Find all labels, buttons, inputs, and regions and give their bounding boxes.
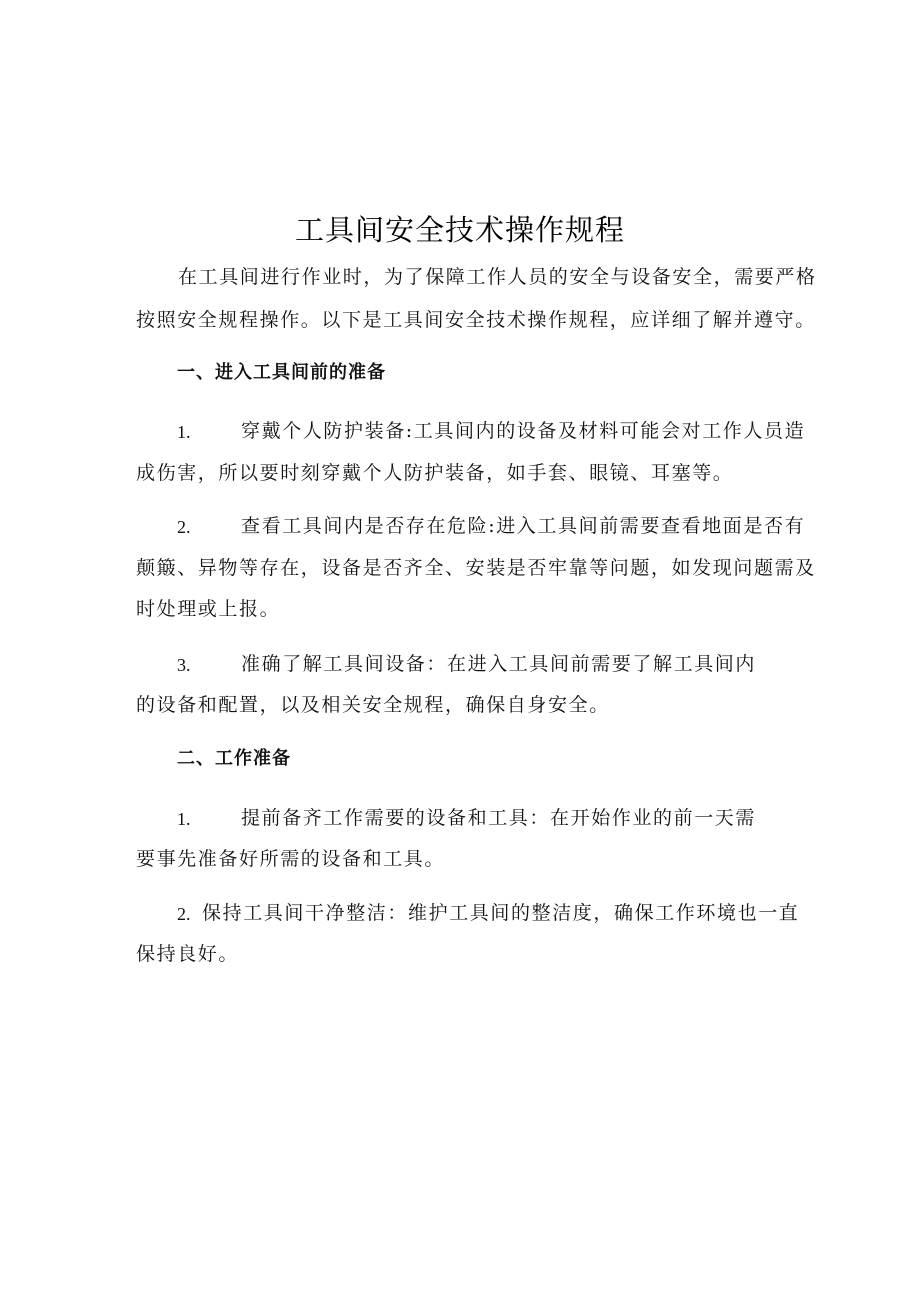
list-item-line: 穿戴个人防护装备:工具间内的设备及材料可能会对工作人员造 [241, 420, 806, 442]
list-item-number: 1. [177, 809, 191, 829]
intro-paragraph-line-2: 按照安全规程操作。以下是工具间安全技术操作规程，应详细了解并遵守。 [136, 309, 816, 331]
list-item-number: 1. [177, 422, 191, 442]
document-title: 工具间安全技术操作规程 [294, 213, 625, 247]
intro-paragraph-line-1: 在工具间进行作业时，为了保障工作人员的安全与设备安全，需要严格 [178, 266, 817, 288]
list-item-line: 保持良好。 [136, 943, 240, 965]
list-item-line: 成伤害，所以要时刻穿戴个人防护装备，如手套、眼镜、耳塞等。 [136, 462, 734, 484]
list-item-number: 2. [177, 517, 191, 537]
list-item-line: 查看工具间内是否存在危险:进入工具间前需要查看地面是否有 [241, 515, 806, 537]
list-item-number: 3. [177, 655, 191, 675]
section-heading-1: 一、进入工具间前的准备 [177, 362, 386, 383]
list-item-line: 时处理或上报。 [136, 598, 281, 620]
list-item-line: 要事先准备好所需的设备和工具。 [136, 848, 446, 870]
section-heading-2: 二、工作准备 [177, 748, 291, 769]
list-item-line: 颠簸、异物等存在，设备是否齐全、安装是否牢靠等问题，如发现问题需及 [136, 557, 816, 579]
list-item-line: 准确了解工具间设备：在进入工具间前需要了解工具间内 [241, 653, 757, 675]
list-item-line: 的设备和配置，以及相关安全规程，确保自身安全。 [136, 694, 610, 716]
list-item-line: 保持工具间干净整洁：维护工具间的整洁度，确保工作环境也一直 [202, 902, 800, 924]
list-item-number: 2. [177, 904, 191, 924]
list-item-line: 提前备齐工作需要的设备和工具：在开始作业的前一天需 [241, 807, 757, 829]
